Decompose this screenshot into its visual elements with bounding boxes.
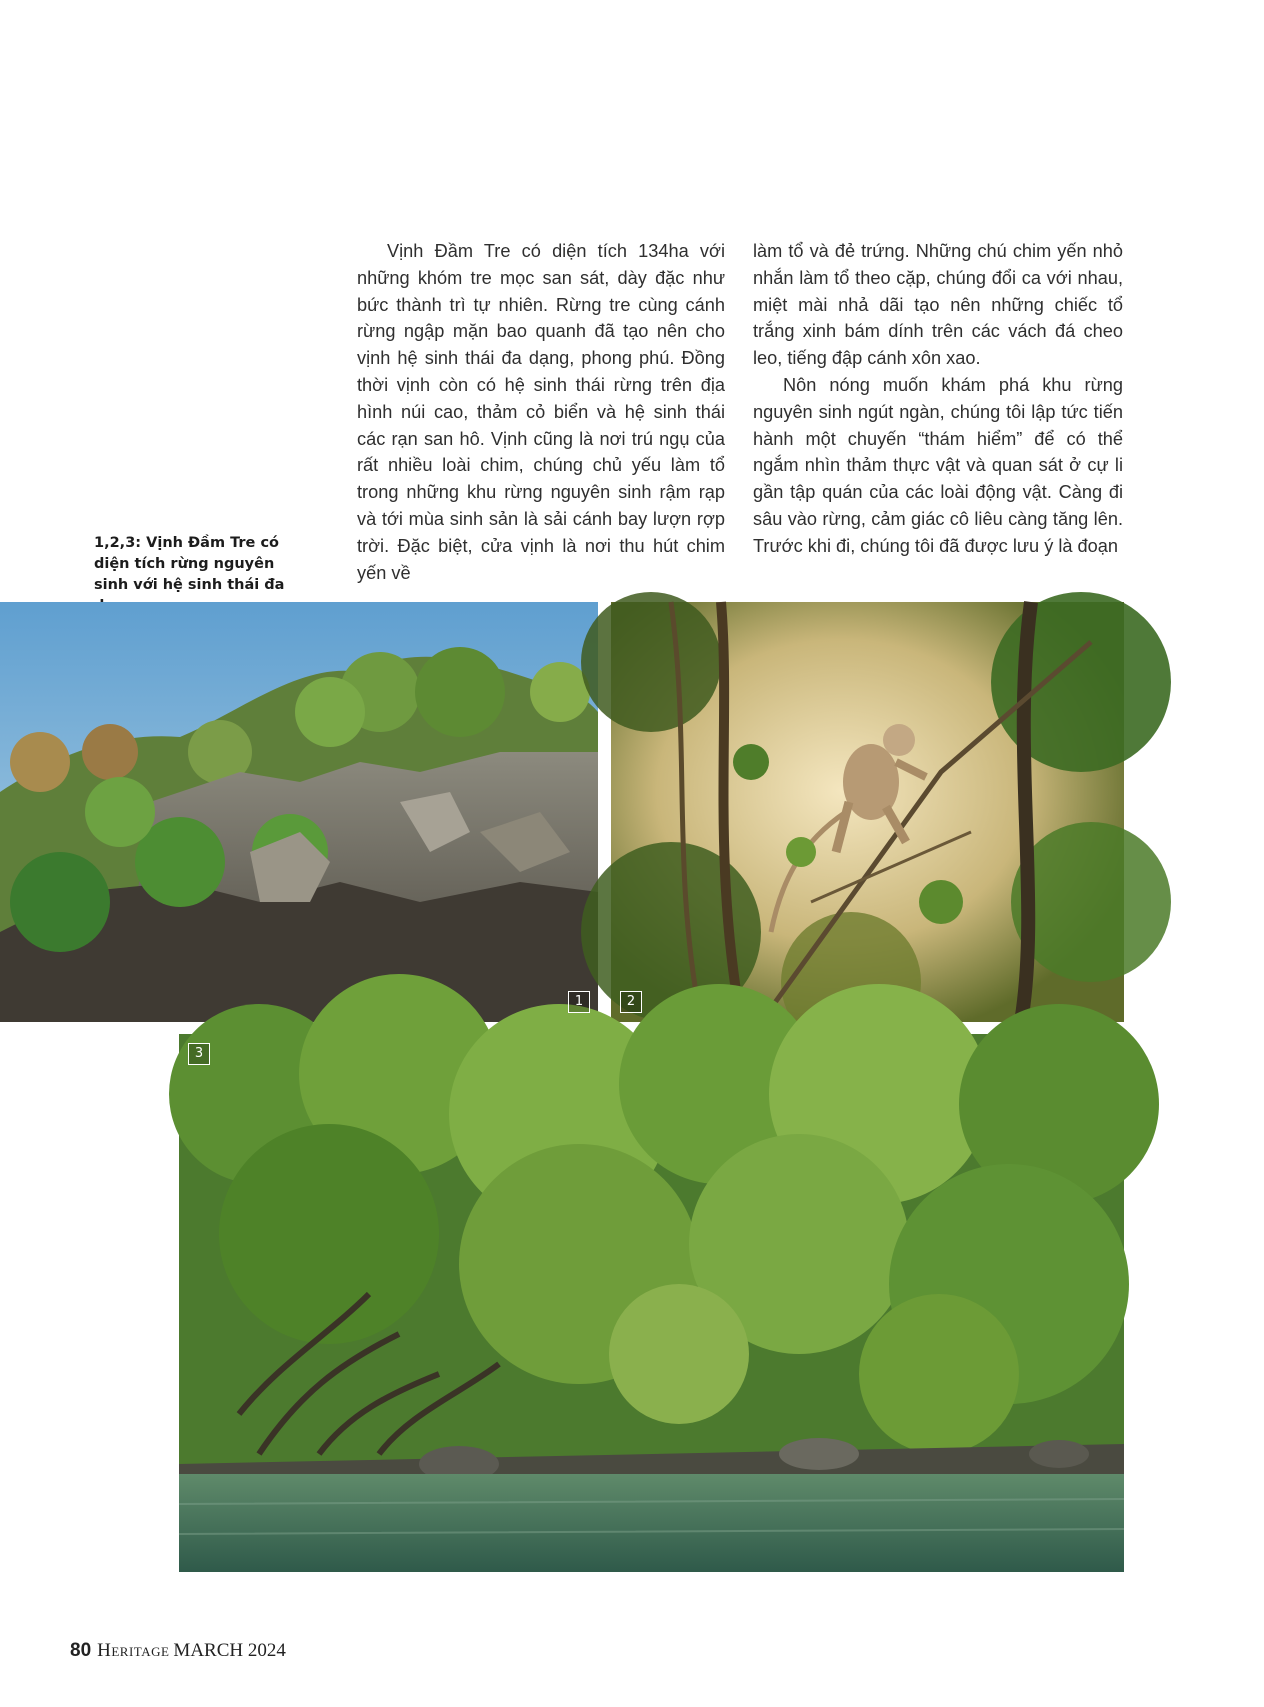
photo-mangrove-bay	[179, 1034, 1124, 1572]
photo-limestone-cliffs	[0, 602, 598, 1022]
photo-number-1: 1	[568, 991, 590, 1013]
article-paragraph: Nôn nóng muốn khám phá khu rừng nguyên sinh ngút ngàn, chúng tôi lập tức tiến hành một chuyến “thám hiểm” để có thể ngắm nhìn thảm thực vật và quan sát ở cự li gần tập quán của các loài động vật. Càng đi sâu vào rừng, cảm giác cô liêu càng tăng lên. Trước khi đi, chúng tôi đã được lưu ý là đoạn	[753, 374, 1123, 556]
article-column-1	[357, 238, 725, 583]
magazine-name: Heritage	[97, 1640, 170, 1661]
page-number: 80	[70, 1640, 92, 1661]
issue-date: MARCH 2024	[173, 1640, 286, 1661]
photo-caption: 1,2,3: Vịnh Đầm Tre có diện tích rừng nguyên sinh với hệ sinh thái đa	[94, 535, 285, 593]
article-paragraph: làm tổ và đẻ trứng. Những chú chim yến nhỏ nhắn làm tổ theo cặp, chúng đổi ca với nhau, miệt mài nhả dãi tạo nên những chiếc tổ trắng xinh bám dính trên các vách đá cheo leo, tiếng đập cánh xôn xao.	[753, 241, 1123, 369]
article-paragraph: Vịnh Đầm Tre có diện tích 134ha với những khóm tre mọc san sát, dày đặc như bức thành trì tự nhiên. Rừng tre cùng cánh rừng ngập mặn bao quanh đã tạo nên cho vịnh hệ sinh thái đa dạng, phong phú. Đồng thời vịnh còn có hệ sinh thái rừng trên địa hình núi cao, thảm cỏ biển và hệ sinh thái các rạn san hô. Vịnh cũng là nơi trú ngụ của rất nhiều loài chim, chúng chủ yếu làm tổ trong những khu rừng nguyên sinh rậm rạp và tới mùa sinh sản là sải cánh bay lượn rợp trời. Đặc biệt, cửa vịnh là nơi thu hút chim yến về	[357, 241, 725, 583]
page-footer	[70, 1640, 286, 1662]
photo-number-3: 3	[188, 1043, 210, 1065]
photo-number-2: 2	[620, 991, 642, 1013]
article-column-2	[753, 238, 1123, 560]
photo-monkey-in-tree	[611, 602, 1124, 1022]
